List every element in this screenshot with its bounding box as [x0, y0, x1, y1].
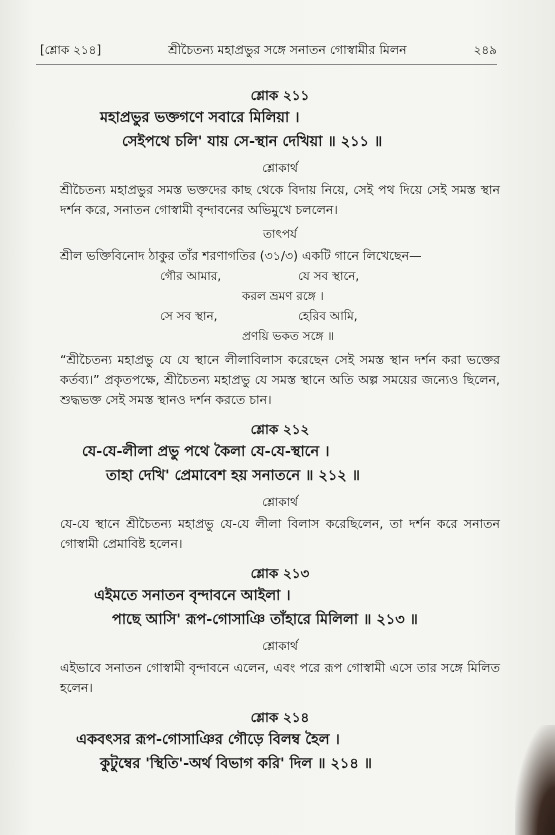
verse-number-213: শ্লোক ২১৩ — [250, 566, 310, 582]
verse-number-214: শ্লোক ২১৪ — [250, 710, 310, 726]
page-edge-shadow — [515, 725, 555, 835]
verse-214-line-1: একবৎসর রূপ-গোসাঞির গৌড়ে বিলম্ব হৈল । — [76, 732, 340, 748]
translation-212: যে-যে স্থানে শ্রীচৈতন্য মহাপ্রভু যে-যে লীলা বিলাস করেছিলেন, তা দর্শন করে সনাতন গোস্বামী প্রেমাবিষ্ট হলেন। — [60, 516, 500, 551]
translation-heading-212: শ্লোকার্থ — [262, 495, 298, 509]
header-page-number: ২৪৯ — [473, 43, 497, 57]
verse-212-line-2: তাহা দেখি' প্রেমাবেশ হয় সনাতনে ॥ ২১২ ॥ — [106, 468, 360, 484]
verse-211-line-1: মহাপ্রভুর ভক্তগণে সবারে মিলিয়া । — [100, 110, 300, 126]
song-line-b2: হেরিব আমি, — [298, 309, 358, 323]
page-content — [60, 86, 500, 776]
header-rule — [36, 64, 497, 65]
header-verse-ref: [শ্লোক ২১৪] — [40, 43, 102, 57]
verse-213-line-2: পাছে আসি' রূপ-গোসাঞি তাঁহারে মিলিলা ॥ ২১৩ ॥ — [112, 612, 418, 628]
verse-number-212: শ্লোক ২১২ — [250, 422, 310, 438]
verse-214-line-2: কুটুম্বের 'স্থিতি'-অর্থ বিভাগ করি' দিল ॥ ২১৪ ॥ — [100, 756, 373, 772]
translation-213: এইভাবে সনাতন গোস্বামী বৃন্দাবনে এলেন, এবং পরে রূপ গোস্বামী এসে তার সঙ্গে মিলিত হলেন। — [60, 660, 500, 695]
verse-213-line-1: এইমতে সনাতন বৃন্দাবনে আইলা । — [94, 588, 291, 604]
song-line-b3: প্রণয়ি ভকত সঙ্গে ॥ — [242, 329, 334, 343]
song-line-a3: করল ভ্রমণ রঙ্গে । — [242, 289, 324, 303]
verse-211-line-2: সেইপথে চলি' যায় সে-স্থান দেখিয়া ॥ ২১১ ॥ — [122, 134, 383, 150]
song-line-b1: সে সব স্থান, — [160, 309, 218, 323]
verse-212-line-1: যে-যে-লীলা প্রভু পথে কৈলা যে-যে-স্থানে । — [82, 444, 330, 460]
purport-body: “শ্রীচৈতন্য মহাপ্রভু যে যে স্থানে লীলাবিলাস করেছেন সেই সমস্ত স্থান দর্শন করা ভক্তের কর্তব্য।” প্রকৃতপক্ষে, শ্রীচৈতন্য মহাপ্রভু যে সমস্ত স্থানে অতি অল্প সময়ের জন্যেও ছিলেন, শুদ্ধভক্ত সেই সমস্ত স্থানও দর্শন করতে চান। — [60, 352, 500, 407]
translation-211: শ্রীচৈতন্য মহাপ্রভুর সমস্ত ভক্তদের কাছ থেকে বিদায় নিয়ে, সেই পথ দিয়ে সেই সমস্ত স্থান দর্শন করে, সনাতন গোস্বামী বৃন্দাবনের অভিমুখে চললেন। — [60, 182, 500, 217]
running-header — [40, 42, 497, 62]
purport-intro: শ্রীল ভক্তিবিনোদ ঠাকুর তাঁর শরণাগতির (৩১/৩) একটি গানে লিখেছেন— — [60, 248, 422, 263]
purport-heading: তাৎপর্য — [263, 227, 297, 241]
song-quote — [60, 266, 500, 346]
header-chapter-title: শ্রীচৈতন্য মহাপ্রভুর সঙ্গে সনাতন গোস্বামীর মিলন — [168, 42, 407, 57]
verse-number-211: শ্লোক ২১১ — [250, 88, 310, 104]
song-line-a2: যে সব স্থানে, — [298, 269, 360, 283]
translation-heading-211: শ্লোকার্থ — [262, 161, 298, 175]
translation-heading-213: শ্লোকার্থ — [262, 639, 298, 653]
song-line-a1: গৌর আমার, — [160, 269, 222, 283]
